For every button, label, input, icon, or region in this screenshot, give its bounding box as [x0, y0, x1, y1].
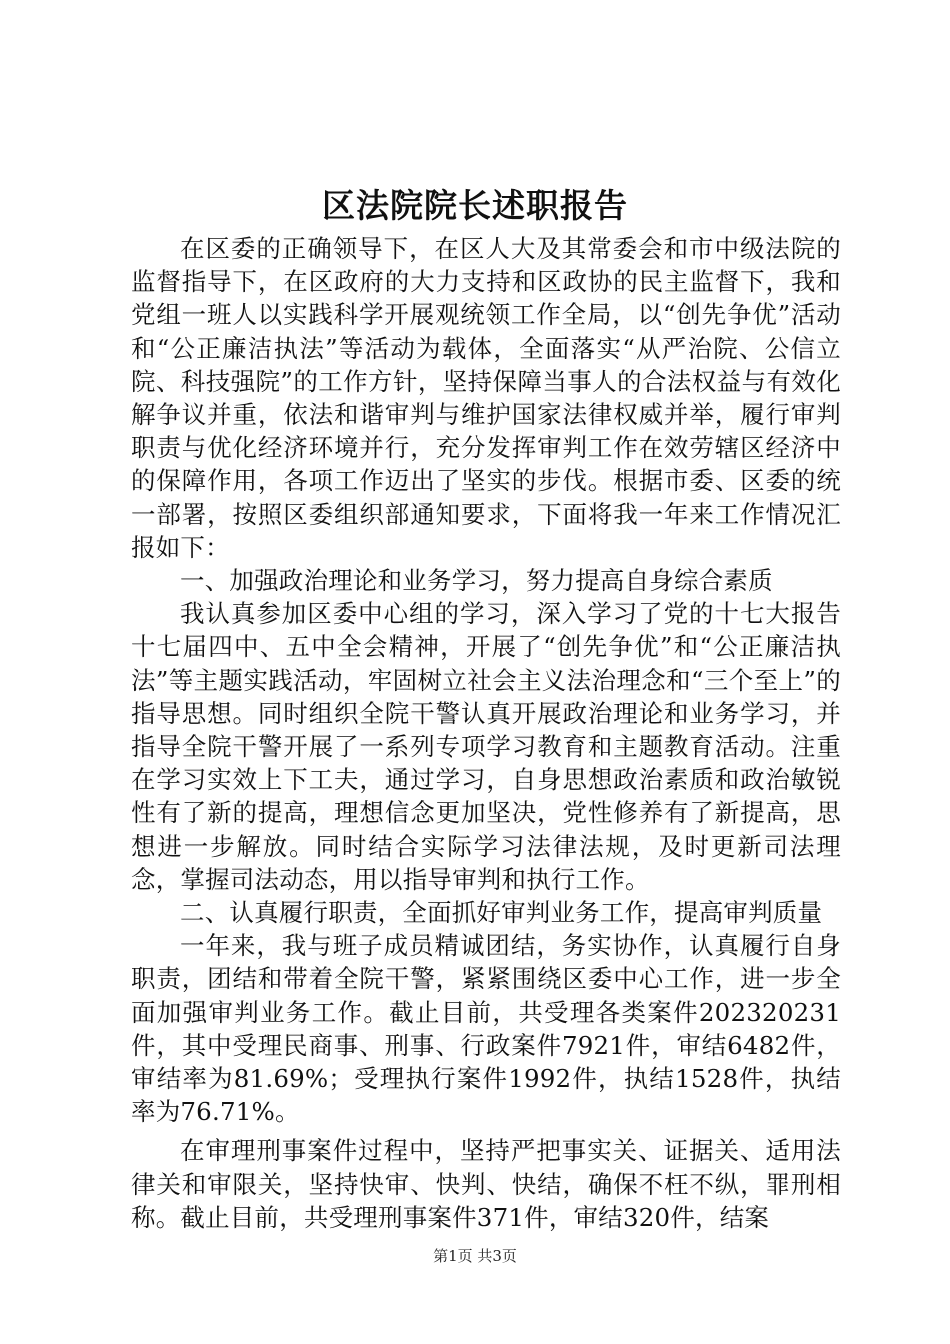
page-footer: 第1页 共3页: [433, 1247, 517, 1265]
paragraph-cases: 一年来，我与班子成员精诚团结，务实协作，认真履行自身职责，团结和带着全院干警，紧紧围绕区委中心工作，进一步全面加强审判业务工作。截止目前，共受理各类案件202320231件，其中受理民商事、刑事、行政案件7921件，审结6482件，审结率为81.69%；受理执行案件1992件，执结1528件，执结率为76.71%。: [131, 931, 841, 1127]
paragraph-criminal: 在审理刑事案件过程中，坚持严把事实关、证据关、适用法律关和审限关，坚持快审、快判、快结，确保不枉不纵，罪刑相称。截止目前，共受理刑事案件371件，审结320件，结案: [131, 1136, 841, 1232]
document-title: 区法院院长述职报告: [322, 186, 628, 225]
section-heading-2: 二、认真履行职责，全面抓好审判业务工作，提高审判质量: [180, 898, 823, 928]
paragraph-intro: 在区委的正确领导下，在区人大及其常委会和市中级法院的监督指导下，在区政府的大力支持和区政协的民主监督下，我和党组一班人以实践科学开展观统领工作全局，以“创先争优”活动和“公正廉洁执法”等活动为载体，全面落实“从严治院、公信立院、科技强院”的工作方针，坚持保障当事人的合法权益与有效化解争议并重，依法和谐审判与维护国家法律权威并举，履行审判职责与优化经济环境并行，充分发挥审判工作在效劳辖区经济中的保障作用，各项工作迈出了坚实的步伐。根据市委、区委的统一部署，按照区委组织部通知要求，下面将我一年来工作情况汇报如下：: [131, 234, 841, 562]
document-body: [131, 232, 841, 1234]
section-heading-1: 一、加强政治理论和业务学习，努力提高自身综合素质: [180, 566, 773, 596]
paragraph-study: 我认真参加区委中心组的学习，深入学习了党的十七大报告十七届四中、五中全会精神，开展了“创先争优”和“公正廉洁执法”等主题实践活动，牢固树立社会主义法治理念和“三个至上”的指导思想。同时组织全院干警认真开展政治理论和业务学习，并指导全院干警开展了一系列专项学习教育和主题教育活动。注重在学习实效上下工夫，通过学习，自身思想政治素质和政治敏锐性有了新的提高，理想信念更加坚决，党性修养有了新提高，思想进一步解放。同时结合实际学习法律法规，及时更新司法理念，掌握司法动态，用以指导审判和执行工作。: [131, 599, 841, 894]
